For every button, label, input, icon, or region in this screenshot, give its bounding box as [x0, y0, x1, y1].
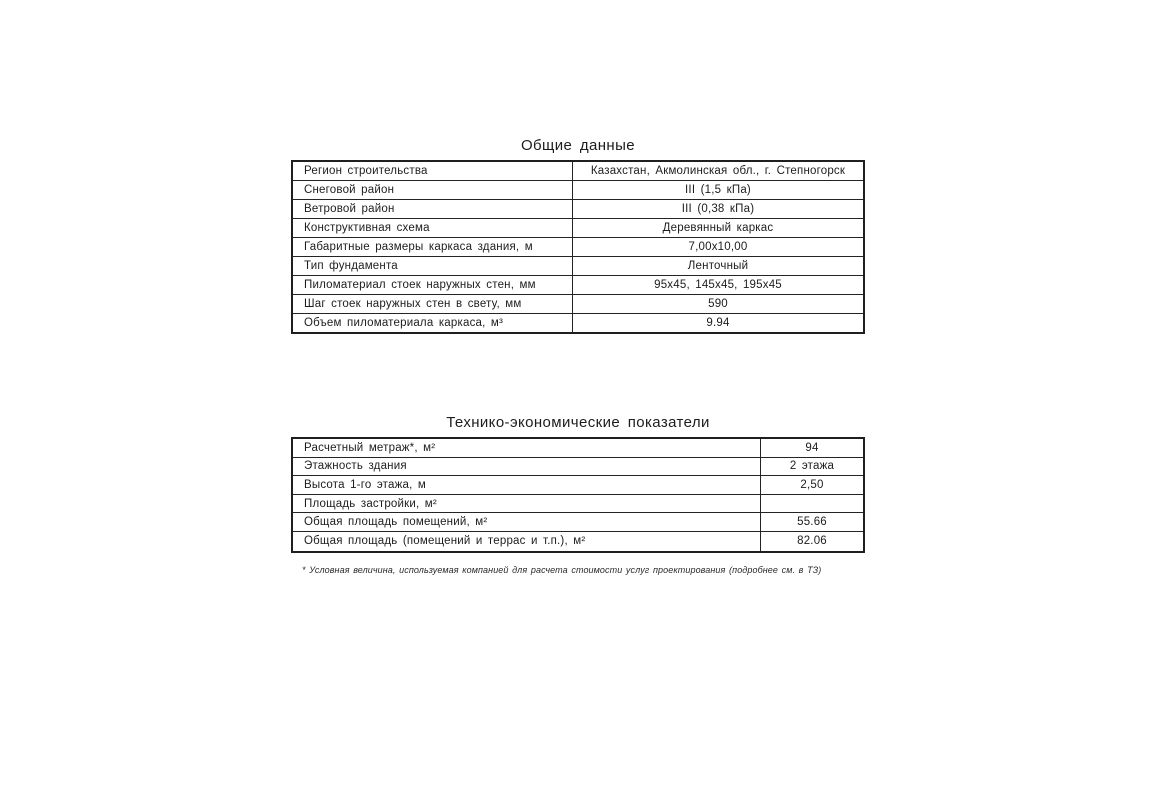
row-value: 9.94	[706, 316, 730, 329]
row-label: Высота 1-го этажа, м	[293, 476, 761, 494]
row-label: Общая площадь помещений, м²	[293, 513, 761, 531]
row-label: Шаг стоек наружных стен в свету, мм	[293, 295, 573, 313]
row-label: Снеговой район	[293, 181, 573, 199]
row-label: Конструктивная схема	[293, 219, 573, 237]
row-value: 95x45, 145x45, 195x45	[654, 278, 782, 291]
table-row	[293, 238, 863, 257]
table-row	[293, 532, 863, 551]
table-row	[293, 314, 863, 333]
row-value: 2,50	[800, 478, 824, 491]
row-value: III (1,5 кПа)	[685, 183, 751, 196]
row-label: Пиломатериал стоек наружных стен, мм	[293, 276, 573, 294]
row-label: Этажность здания	[293, 458, 761, 476]
general-data-table	[291, 160, 865, 334]
row-label: Общая площадь (помещений и террас и т.п.), м²	[293, 532, 761, 551]
row-label: Площадь застройки, м²	[293, 495, 761, 513]
row-value: Ленточный	[687, 259, 749, 272]
table-row	[293, 200, 863, 219]
row-value: 82.06	[797, 535, 827, 548]
tech-indicators-title: Технико-экономические показатели	[446, 414, 710, 431]
row-label: Габаритные размеры каркаса здания, м	[293, 238, 573, 256]
row-label: Ветровой район	[293, 200, 573, 218]
row-value	[761, 495, 863, 513]
row-value: Казахстан, Акмолинская обл., г. Степногорск	[590, 164, 846, 177]
row-value: 7,00x10,00	[688, 240, 748, 253]
row-value: III (0,38 кПа)	[681, 202, 755, 215]
table-row	[293, 257, 863, 276]
row-value: 2 этажа	[789, 460, 835, 473]
table-row	[293, 295, 863, 314]
table-row	[293, 276, 863, 295]
table-row	[293, 162, 863, 181]
row-label: Регион строительства	[293, 162, 573, 180]
row-value: 590	[708, 297, 728, 310]
row-label: Объем пиломатериала каркаса, м³	[293, 314, 573, 333]
table-row	[293, 219, 863, 238]
table-row	[293, 181, 863, 200]
general-data-title: Общие данные	[520, 137, 636, 154]
table-row	[293, 476, 863, 495]
table-row	[293, 439, 863, 458]
tech-indicators-table	[291, 437, 865, 553]
table-row	[293, 458, 863, 477]
row-label: Тип фундамента	[293, 257, 573, 275]
row-value: 94	[805, 441, 819, 454]
row-label: Расчетный метраж*, м²	[293, 439, 761, 457]
footnote: * Условная величина, используемая компанией для расчета стоимости услуг проектирования (подробнее см. в ТЗ)	[302, 565, 822, 575]
row-value: Деревянный каркас	[662, 221, 774, 234]
table-row	[293, 513, 863, 532]
table-row	[293, 495, 863, 514]
row-value: 55.66	[797, 516, 827, 529]
